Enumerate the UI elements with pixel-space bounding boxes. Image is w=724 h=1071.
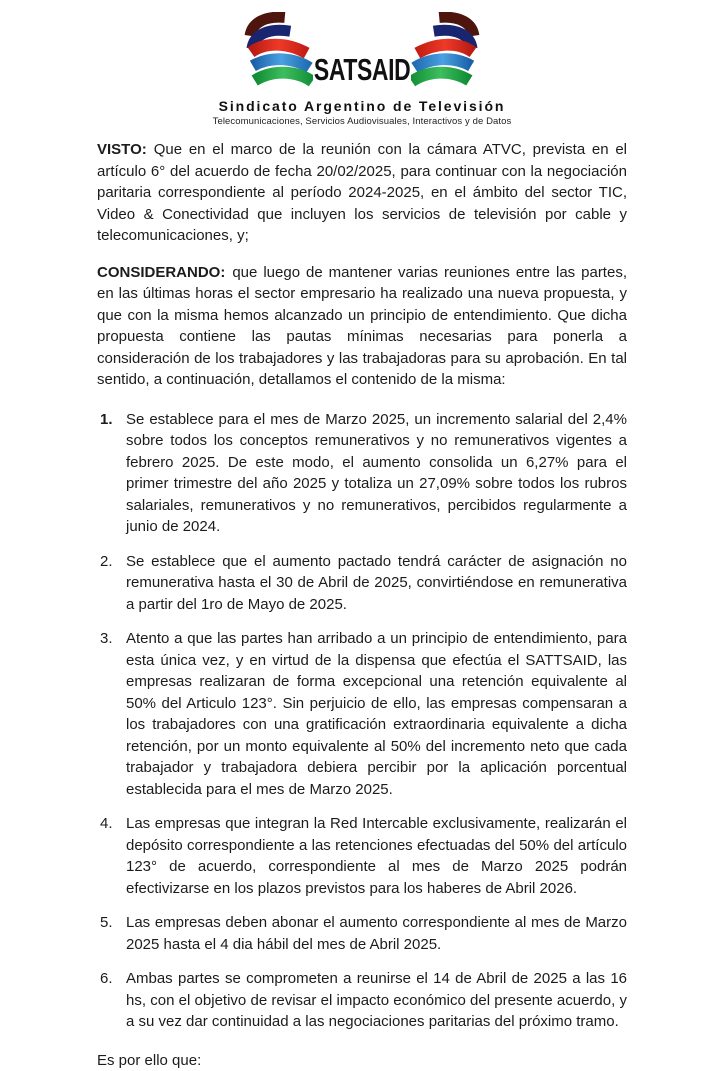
- list-item-number: 3.: [97, 628, 126, 800]
- list-item-text: Se establece para el mes de Marzo 2025, un incremento salarial del 2,4% sobre todos los conceptos remunerativos y no remunerativos vigentes a febrero 2025. De este modo, el aumento consolida un 6,27% para el primer trimestre del año 2025 y totaliza un 27,09% sobre todos los rubros salariales, remunerativos y no remunerativos, percibidos regularmente a junio de 2024.: [126, 409, 627, 538]
- list-item-text: Atento a que las partes han arribado a un principio de entendimiento, para esta única vez, y en virtud de la dispensa que efectúa el SATTSAID, las empresas realizaran de forma excepcional una retención equivalente al 50% del Articulo 123°. Sin perjuicio de ello, las empresas compensaran a los trabajadores con una gratificación extraordinaria equivalente a dicha retención, por un monto equivalente al 50% del incremento neto que cada trabajador y trabajadora debiera percibir por la aplicación porcentual establecida para el mes de Marzo 2025.: [126, 628, 627, 800]
- list-item-number: 2.: [97, 551, 126, 616]
- logo-ribbon-right-icon: [411, 12, 493, 96]
- logo-row: [97, 12, 627, 96]
- logo-wordmark: SATSAID: [314, 52, 410, 88]
- org-tagline: Telecomunicaciones, Servicios Audiovisuales, Interactivos y de Datos: [97, 116, 627, 127]
- list-item: [97, 628, 627, 800]
- list-item-text: Las empresas deben abonar el aumento correspondiente al mes de Marzo 2025 hasta el 4 dia hábil del mes de Abril 2025.: [126, 912, 627, 955]
- list-item-number: 1.: [97, 409, 126, 538]
- list-item: [97, 409, 627, 538]
- visto-text: Que en el marco de la reunión con la cámara ATVC, prevista en el artículo 6° del acuerdo de fecha 20/02/2025, para continuar con la negociación paritaria correspondiente al período 2024-2025, en el ámbito del sector TIC, Video & Conectividad que incluyen los servicios de televisión por cable y telecomunicaciones, y;: [97, 141, 627, 244]
- list-item: [97, 551, 627, 616]
- list-item: [97, 912, 627, 955]
- logo-ribbon-left-icon: [231, 12, 313, 96]
- paragraph-visto: [97, 139, 627, 247]
- resolution-list: [97, 409, 627, 1033]
- list-item-text: Ambas partes se comprometen a reunirse el 14 de Abril de 2025 a las 16 hs, con el objetivo de revisar el impacto económico del presente acuerdo, y a su vez dar continuidad a las negociaciones paritarias del próximo tramo.: [126, 968, 627, 1033]
- list-item-number: 4.: [97, 813, 126, 899]
- list-item: [97, 813, 627, 899]
- list-item-text: Se establece que el aumento pactado tendrá carácter de asignación no remunerativa hasta el 30 de Abril de 2025, convirtiéndose en remunerativa a partir del 1ro de Mayo de 2025.: [126, 551, 627, 616]
- closing-line: Es por ello que:: [97, 1050, 627, 1071]
- list-item-text: Las empresas que integran la Red Intercable exclusivamente, realizarán el depósito correspondiente a las retenciones efectuadas del 50% del artículo 123° de acuerdo, correspondiente al mes de Marzo 2025 podrán efectivizarse en los plazos previstos para los haberes de Abril 2026.: [126, 813, 627, 899]
- list-item-number: 6.: [97, 968, 126, 1033]
- paragraph-considerando: [97, 262, 627, 391]
- considerando-label: CONSIDERANDO:: [97, 264, 225, 281]
- satsaid-logo: [97, 12, 627, 127]
- considerando-text: que luego de mantener varias reuniones entre las partes, en las últimas horas el sector empresario ha realizado una nueva propuesta, y que con la misma hemos alcanzado un principio de entendimiento. Que dicha propuesta contiene las pautas mínimas necesarias para ponerla a consideración de los trabajadores y las trabajadoras para su aprobación. En tal sentido, a continuación, detallamos el contenido de la misma:: [97, 264, 627, 389]
- org-name: Sindicato Argentino de Televisión: [97, 98, 627, 114]
- list-item: [97, 968, 627, 1033]
- visto-label: VISTO:: [97, 141, 147, 158]
- list-item-number: 5.: [97, 912, 126, 955]
